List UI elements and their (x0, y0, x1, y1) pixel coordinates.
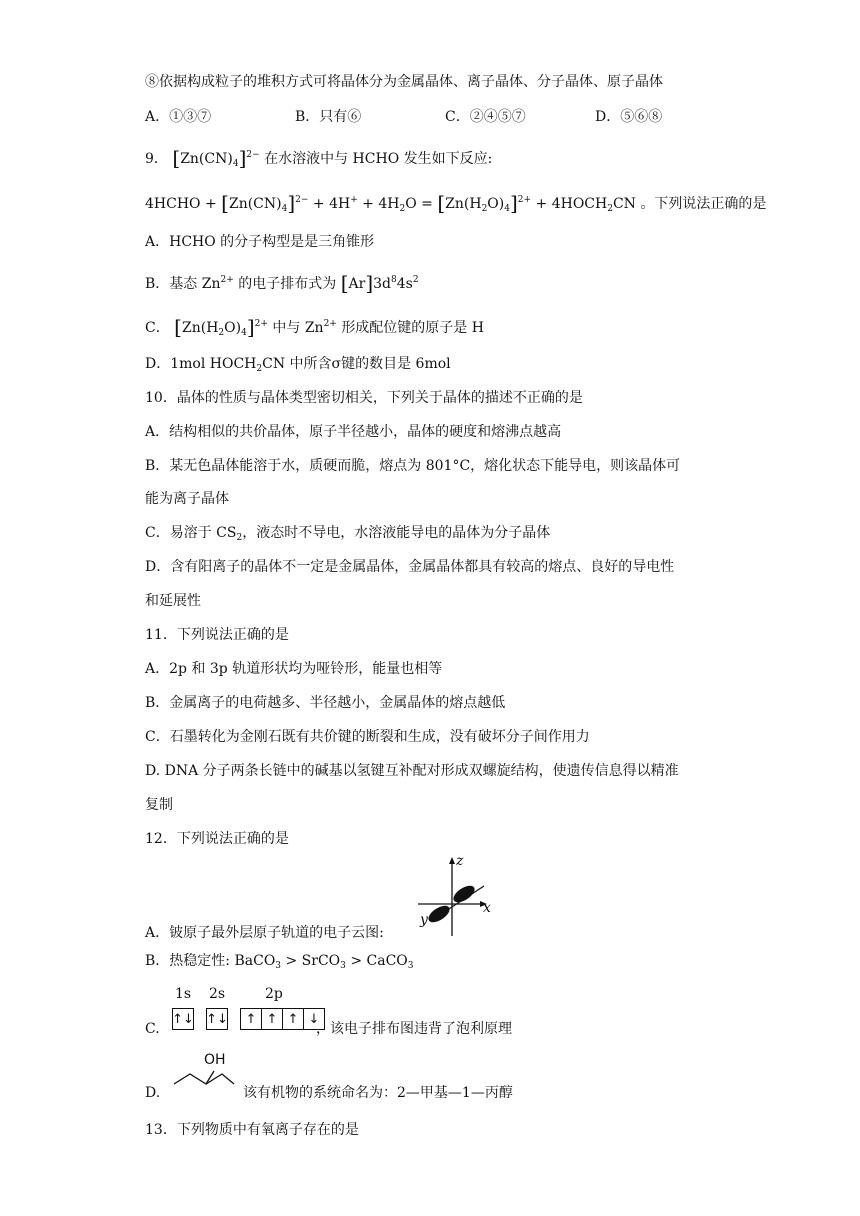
hydroxyl-label: OH (204, 1052, 226, 1068)
q10-option-b-line1: B．某无色晶体能溶于水，质硬而脆，熔点为 801°C，熔化状态下能导电，则该晶体可 (145, 458, 681, 474)
q9-option-c-complex: $[Zn(H_2O)_4]^{2+}$ (174, 315, 268, 339)
up-down-arrow-icon: ↑↓ (172, 1011, 194, 1027)
up-arrow-icon: ↑ (282, 1009, 303, 1029)
up-arrow-icon: ↑ (245, 1011, 257, 1027)
q9-option-c (145, 314, 484, 343)
q9-option-d-tail: 中所含σ键的数目是 6mol (289, 356, 451, 372)
axis-y-label: y (420, 912, 428, 928)
q11-option-d-line1: D. DNA 分子两条长链中的碱基以氢键互补配对形成双螺旋结构，使遗传信息得以精准 (145, 763, 679, 779)
up-arrow-icon: ↑ (261, 1009, 282, 1029)
q9-option-b-config: $[Ar]3d^84s^2$ (340, 271, 419, 295)
q12-option-c-tail: ，该电子排布图违背了泡利原理 (316, 1021, 512, 1037)
q9-option-c-ion: $Zn^{2+}$ (304, 319, 337, 336)
q9-option-c-tail: 形成配位键的原子是 H (341, 320, 484, 336)
q9-option-d-prefix: D．1mol (145, 356, 206, 372)
orbital-label-1s: 1s (175, 986, 192, 1002)
q9-equation-formula: 4HCHO + $[Zn(CN)_4]^{2-} + 4H^+ + 4H_2O = [Zn(H_2O)_4]^{2+}$ + $4HOCH_2CN$ (145, 191, 636, 215)
q9-option-b-prefix: B．基态 (145, 276, 198, 292)
skeletal-formula-svg (170, 1052, 240, 1092)
q9-complex-formula: $[Zn(CN)_4]^{2-}$ (172, 146, 260, 170)
q12-option-b (145, 951, 414, 976)
q9-option-b-ion: $Zn^{2+}$ (201, 275, 234, 292)
axis-z-label: z (456, 853, 464, 869)
orbital-box-2p (240, 1008, 325, 1030)
q8-option-b: B．只有⑥ (295, 109, 362, 125)
orbital-label-2s: 2s (209, 986, 226, 1002)
q10-option-d-line2: 和延展性 (145, 593, 201, 609)
orbital-label-2p: 2p (265, 986, 283, 1002)
p-orbital-diagram (412, 853, 502, 938)
q8-statement-8: ⑧依据构成粒子的堆积方式可将晶体分为金属晶体、离子晶体、分子晶体、原子晶体 (145, 74, 663, 90)
q10-option-c-subscript: 2 (236, 533, 243, 543)
orbital-box-1s (172, 1008, 194, 1030)
q11-stem: 11．下列说法正确的是 (145, 627, 289, 643)
q9-option-b (145, 270, 419, 294)
orbital-box-2s (206, 1008, 228, 1030)
q10-option-a: A．结构相似的共价晶体，原子半径越小，晶体的硬度和熔沸点越高 (145, 424, 562, 440)
down-arrow-icon: ↓ (303, 1009, 324, 1029)
q11-option-d-line2: 复制 (145, 797, 173, 813)
q12-option-b-formula: BaCO$_3$ > SrCO$_3$ > CaCO$_3$ (234, 953, 414, 971)
structure-diagram (170, 1052, 240, 1092)
orbital-diagram (172, 986, 322, 1038)
q9-option-c-middle: 中与 (272, 320, 301, 336)
q11-option-a: A．2p 和 3p 轨道形状均为哑铃形，能量也相等 (145, 661, 443, 677)
q9-number: 9． (145, 151, 168, 167)
q8-option-a: A．①③⑦ (145, 109, 212, 125)
q9-option-d (145, 354, 451, 379)
q10-stem: 10．晶体的性质与晶体类型密切相关，下列关于晶体的描述不正确的是 (145, 390, 583, 406)
q12-option-d-tail: 该有机物的系统命名为：2—甲基—1—丙醇 (243, 1085, 513, 1101)
q10-option-c-tail: ，液态时不导电，水溶液能导电的晶体为分子晶体 (242, 525, 551, 541)
q12-option-c-prefix: C. (145, 1021, 160, 1037)
q8-option-c: C．②④⑤⑦ (445, 109, 526, 125)
q13-stem: 13．下列物质中有氧离子存在的是 (145, 1122, 359, 1138)
q10-option-c-prefix: C．易溶于 CS (145, 525, 237, 541)
q10-option-b-line2: 能为离子晶体 (145, 491, 229, 507)
q12-option-b-prefix: B．热稳定性: (145, 953, 231, 969)
q9-equation (145, 190, 766, 219)
q12-option-d-prefix: D. (145, 1085, 161, 1101)
q9-option-d-formula: $HOCH_2CN$ (209, 356, 286, 374)
up-down-arrow-icon: ↑↓ (206, 1011, 228, 1027)
q8-option-d: D．⑤⑥⑧ (595, 109, 663, 125)
q10-option-c (145, 523, 550, 548)
q9-option-a: A．HCHO 的分子构型是是三角锥形 (145, 234, 375, 250)
q9-option-c-prefix: C． (145, 320, 170, 336)
q9-stem (145, 145, 492, 174)
q11-option-b: B．金属离子的电荷越多、半径越小，金属晶体的熔点越低 (145, 695, 506, 711)
q12-stem: 12．下列说法正确的是 (145, 831, 289, 847)
q9-stem-text: 在水溶液中与 HCHO 发生如下反应: (264, 151, 493, 167)
q10-option-d-line1: D．含有阳离子的晶体不一定是金属晶体，金属晶体都具有较高的熔点、良好的导电性 (145, 559, 675, 575)
q12-option-a: A．铍原子最外层原子轨道的电子云图: (145, 925, 384, 941)
q9-equation-tail: 。下列说法正确的是 (640, 196, 767, 212)
axis-x-label: x (483, 900, 491, 916)
q11-option-c: C．石墨转化为金刚石既有共价键的断裂和生成，没有破坏分子间作用力 (145, 729, 590, 745)
q9-option-b-middle: 的电子排布式为 (238, 276, 337, 292)
